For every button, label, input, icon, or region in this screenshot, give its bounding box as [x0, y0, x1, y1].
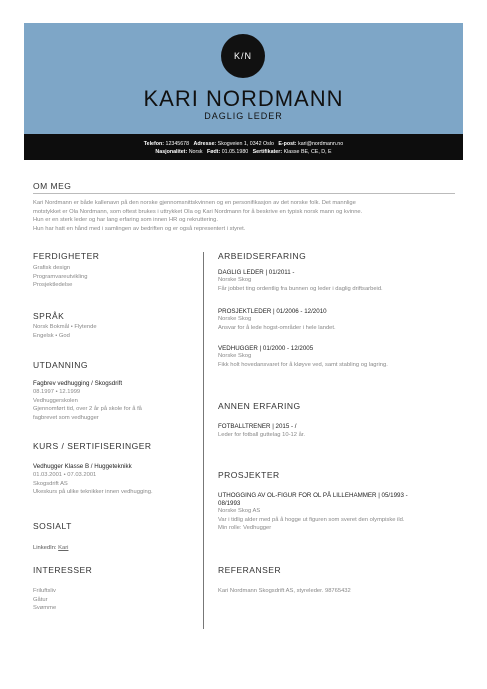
interest-item: Friluftsliv — [33, 588, 56, 594]
job-title: VEDHUGGER | 01/2000 - 12/2005 — [218, 345, 314, 352]
courses-title: KURS / SERTIFISERINGER — [33, 441, 152, 451]
social-title: SOSIALT — [33, 521, 72, 531]
column-divider — [203, 252, 204, 629]
course-desc: Ukeskurs på ulike teknikker innen vedhugging. — [33, 489, 153, 496]
other-entry-desc: Leder for fotball guttelag 10-12 år. — [218, 432, 306, 438]
project-desc-line: Min rolle: Vedhugger — [218, 525, 272, 532]
born-label: Født: — [206, 149, 221, 155]
candidate-role: DAGLIG LEDER — [204, 111, 283, 121]
course-details — [33, 471, 198, 497]
languages-title: SPRÅK — [33, 311, 65, 321]
born-value: 01.05.1980 — [221, 149, 249, 155]
project-details — [218, 507, 458, 533]
contact-bar — [24, 134, 463, 160]
job-details — [218, 352, 458, 369]
languages-list — [33, 323, 97, 340]
candidate-name: KARI NORDMANN — [143, 86, 344, 111]
email-value[interactable]: kari@nordmann.no — [298, 141, 344, 147]
about-line: motstykket er Ola Nordmann, som oftest brukes i uttrykket Ola og Kari Nordmann for å beskrive en typisk norsk mann og kvinne. — [33, 208, 363, 215]
project-entry-title-cont: 08/1993 — [218, 500, 241, 507]
interest-item: Svømme — [33, 605, 57, 612]
education-desc-line: fagbrevet som vedhugger — [33, 414, 99, 421]
phone-value: 12345678 — [165, 141, 190, 147]
about-divider — [33, 193, 455, 194]
job-desc: Fikk holt hovedansvaret for å kløyve ved, samt stabling og lagring. — [218, 361, 388, 368]
skill-item: Prosjektledelse — [33, 282, 73, 289]
references-title: REFERANSER — [218, 565, 282, 575]
projects-title: PROSJEKTER — [218, 470, 280, 480]
about-line: Hun er en sterk leder og har lang erfaring som innen HR og rekruttering. — [33, 217, 218, 224]
job-company: Norske Skog — [218, 277, 252, 283]
cert-label: Sertifikater: — [252, 149, 283, 155]
job-company: Norske Skog — [218, 316, 252, 322]
education-school: Vedhuggerskolen — [33, 397, 78, 404]
course-dates: 01.03.2001 • 07.03.2001 — [33, 472, 97, 478]
job-details — [218, 315, 458, 332]
education-title: UTDANNING — [33, 360, 89, 370]
linkedin-link[interactable]: Kari — [58, 545, 69, 551]
language-item: Engelsk • God — [33, 332, 70, 339]
nationality-value: Norsk — [188, 149, 203, 155]
job-title: PROSJEKTLEDER | 01/2006 - 12/2010 — [218, 308, 327, 315]
other-experience-title: ANNEN ERFARING — [218, 401, 301, 411]
interests-title: INTERESSER — [33, 565, 93, 575]
course-entry-title: Vedhugger Klasse B / Huggeteknikk — [33, 463, 132, 470]
skills-title: FERDIGHETER — [33, 251, 100, 261]
project-entry-title: UTHOGGING AV OL-FIGUR FOR OL PÅ LILLEHAMMER | 05/1993 - — [218, 492, 408, 499]
about-title: OM MEG — [33, 181, 72, 191]
other-entry-title: FOTBALLTRENER | 2015 - / — [218, 423, 297, 430]
about-line: Hun har hatt en hånd med i samlingen av bedriften og er også representert i styret. — [33, 225, 246, 232]
education-desc-line: Gjennomført tid, over 2 år på skole for å få — [33, 406, 142, 413]
address-label: Adresse: — [193, 141, 217, 147]
skill-item: Grafisk design — [33, 265, 71, 271]
job-desc: Ansvar for å lede hogst-områder i hele landet. — [218, 324, 336, 331]
interests-list — [33, 587, 56, 613]
cert-value: Klasse BE, CE, D, E — [283, 149, 332, 155]
education-dates: 08.1997 • 12.1999 — [33, 389, 81, 395]
linkedin-label: LinkedIn: — [33, 545, 57, 551]
education-entry-title: Fagbrev vedhugging / Skogsdrift — [33, 380, 123, 387]
phone-label: Telefon: — [143, 141, 165, 147]
job-title: DAGLIG LEDER | 01/2011 - — [218, 269, 295, 276]
job-company: Norske Skog — [218, 353, 252, 359]
project-desc-line: Var i tidlig alder med på å hogge ut figuren som sveret den olympiske ild. — [218, 516, 405, 523]
social-row — [33, 544, 68, 553]
language-item: Norsk Bokmål • Flytende — [33, 324, 97, 330]
monogram-badge: K/N — [221, 34, 265, 78]
project-company: Norske Skog AS — [218, 508, 261, 514]
skills-list — [33, 264, 87, 290]
course-org: Skogsdrift AS — [33, 480, 68, 487]
interest-item: Gåtur — [33, 596, 48, 603]
job-details — [218, 276, 458, 293]
skill-item: Programvareutvikling — [33, 273, 88, 280]
contact-line-1 — [24, 141, 463, 147]
email-label: E-post: — [278, 141, 297, 147]
about-line: Kari Nordmann er både kallenavn på den norske gjennomsnittskvinnen og en personifikasjon av det norske folk. Det mannlige — [33, 200, 356, 206]
job-desc: Får jobbet ting ordentlig fra bunnen og leder i daglig driftsarbeid. — [218, 285, 383, 292]
contact-line-2 — [24, 149, 463, 155]
nationality-label: Nasjonalitet: — [155, 149, 188, 155]
experience-title: ARBEIDSERFARING — [218, 251, 307, 261]
education-details — [33, 388, 198, 422]
address-value: Skogveien 1, 0342 Oslo — [217, 141, 274, 147]
about-text — [33, 199, 458, 233]
references-text: Kari Nordmann Skogsdrift AS, styreleder. 98765432 — [218, 588, 351, 594]
